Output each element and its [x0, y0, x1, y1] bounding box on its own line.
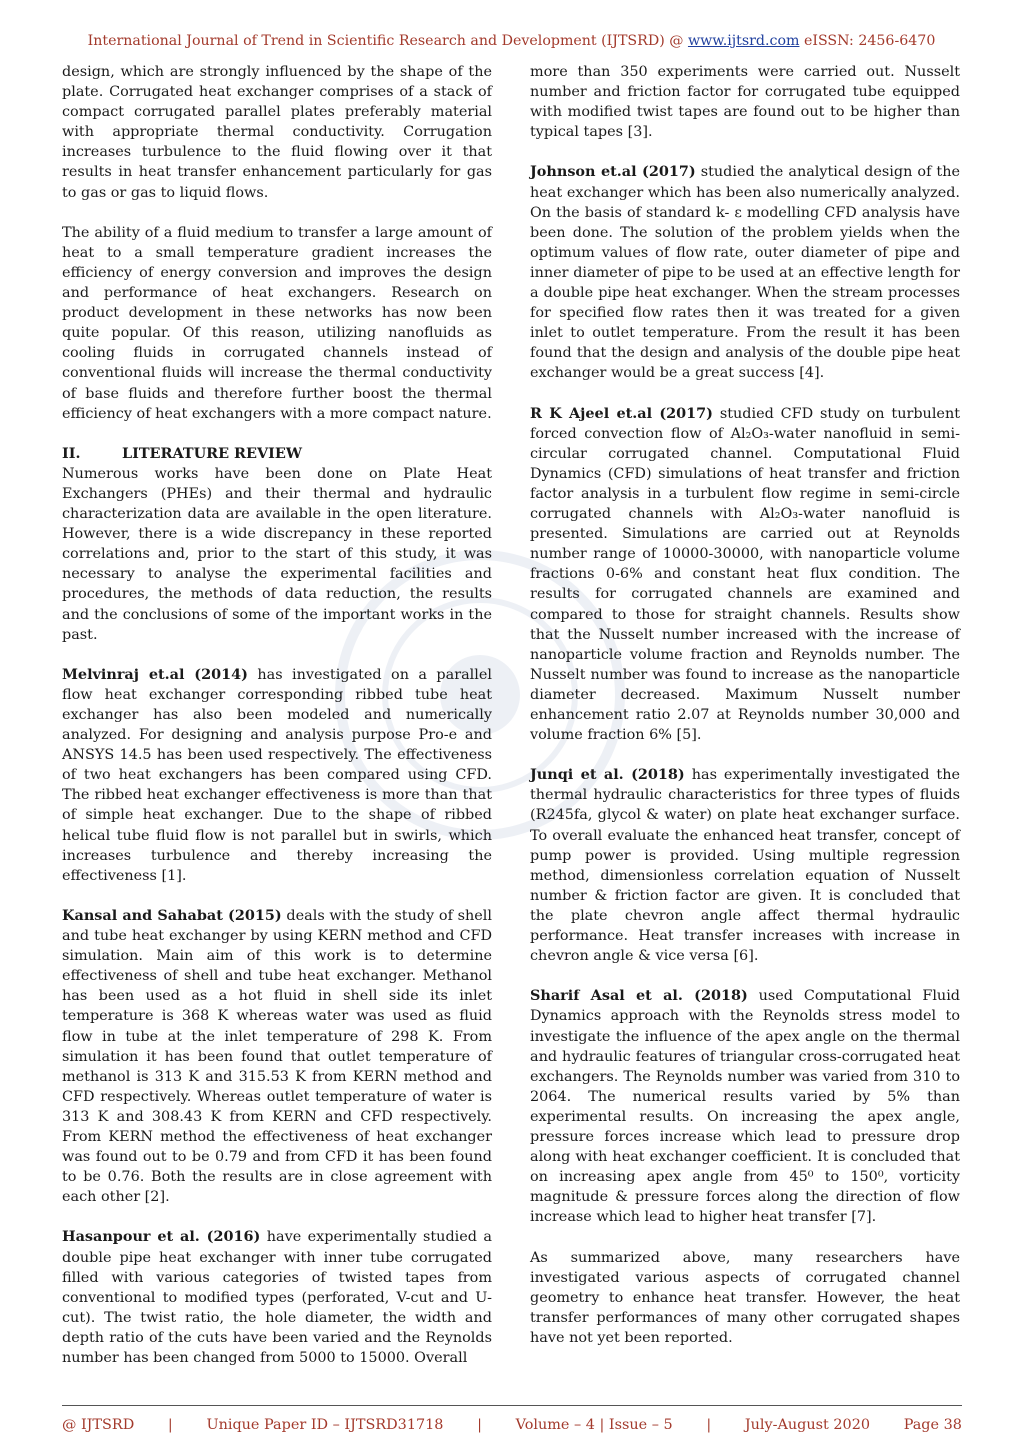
- paragraph: [530, 986, 960, 1227]
- paragraph-text: deals with the study of shell and tube heat exchanger by using KERN method and CFD simulation. Main aim of this work is to determine effectiveness of shell and tube heat exchanger. Methanol has been used as a hot fluid in shell side its inlet temperature is 368 K whereas water was used as fluid flow in tube at the inlet temperature of 298 K. From simulation it has been found that outlet temperature of methanol is 313 K and 315.53 K from KERN method and CFD respectively. Whereas outlet temperature of water is 313 K and 308.43 K from KERN and CFD respectively. From KERN method the effectiveness of heat exchanger was found out to be 0.79 and from CFD it has been found to be 0.76. Both the results are in close agreement with each other [2].: [62, 907, 492, 1206]
- paragraph: design, which are strongly influenced by the shape of the plate. Corrugated heat exchanger comprises of a stack of compact corrugated parallel plates preferably material with appropriate thermal conductivity. Corrugation increases turbulence to the fluid flowing over it that results in heat transfer enhancement particularly for gas to gas or gas to liquid flows.: [62, 64, 492, 201]
- section-title: LITERATURE REVIEW: [122, 444, 303, 462]
- page-footer: [62, 1417, 962, 1433]
- footer-separator: |: [477, 1417, 482, 1433]
- citation-author: Sharif Asal et al. (2018): [530, 987, 748, 1005]
- journal-url-link[interactable]: www.ijtsrd.com: [687, 33, 800, 49]
- paragraph-text: used Computational Fluid Dynamics approach with the Reynolds stress model to investigate the influence of the apex angle on the thermal and hydraulic features of triangular cross-corrugated heat exchangers. The Reynolds number was varied from 310 to 2064. The numerical results varied by 5% than experimental results. On increasing the apex angle, pressure forces increase which lead to pressure drop along with heat exchanger coefficient. It is concluded that on increasing apex angle from 45⁰ to 150⁰, vorticity magnitude & pressure forces along the direction of flow increase which lead to higher heat transfer [7].: [530, 988, 961, 1226]
- right-column: [530, 62, 960, 1348]
- paragraph: [530, 765, 960, 966]
- paragraph: [62, 665, 492, 886]
- paragraph-text: has investigated on a parallel flow heat exchanger corresponding ribbed tube heat exchanger has also been modeled and numerically analyzed. For designing and analysis purpose Pro-e and ANSYS 14.5 has been used respectively. The effectiveness of two heat exchangers has been compared using CFD. The ribbed heat exchanger effectiveness is more than that of simple heat exchanger. Due to the shape of ribbed helical tube fluid flow is not parallel but in swirls, which increases turbulence and thereby increasing the effectiveness [1].: [62, 666, 492, 884]
- section-heading: [62, 444, 492, 464]
- section-number: II.: [62, 444, 81, 462]
- citation-author: Junqi et al. (2018): [530, 766, 685, 784]
- paragraph-text: has experimentally investigated the thermal hydraulic characteristics for three types of fluids (R245fa, glycol & water) on plate heat exchanger surface. To overall evaluate the enhanced heat transfer, concept of pump power is provided. Using multiple regression method, dimensionless correlation equation of Nusselt number & friction factor are given. It is concluded that the plate chevron angle affect thermal hydraulic performance. Heat transfer increases with increase in chevron angle & vice versa [6].: [530, 767, 960, 965]
- paragraph: [530, 162, 960, 383]
- footer-divider: [62, 1405, 962, 1406]
- paragraph: more than 350 experiments were carried out. Nusselt number and friction factor for corrugated tube equipped with modified twist tapes are found out to be higher than typical tapes [3].: [530, 64, 960, 141]
- journal-issn: eISSN: 2456-6470: [799, 33, 936, 49]
- citation-author: Melvinraj et.al (2014): [62, 665, 248, 683]
- footer-separator: |: [167, 1417, 173, 1433]
- citation-author: Kansal and Sahabat (2015): [62, 906, 282, 924]
- citation-author: R K Ajeel et.al (2017): [530, 404, 713, 422]
- citation-author: Johnson et.al (2017): [530, 163, 696, 181]
- footer-separator: |: [706, 1417, 712, 1433]
- footer-volume: Volume – 4 | Issue – 5: [515, 1417, 673, 1433]
- paragraph: [62, 1227, 492, 1368]
- left-column: [62, 62, 492, 1368]
- journal-header: [0, 33, 1023, 49]
- paragraph: The ability of a fluid medium to transfer a large amount of heat to a small temperature gradient increases the efficiency of energy conversion and improves the design and performance of heat exchangers. Research on product development in these networks has now been quite popular. Of this reason, utilizing nanofluids as cooling fluids in corrugated channels instead of conventional fluids will increase the thermal conductivity of base fluids and therefore further boost the thermal efficiency of heat exchangers with a more compact nature.: [62, 224, 492, 422]
- paragraph-text: studied CFD study on turbulent forced convection flow of Al₂O₃-water nanofluid in semi-circular corrugated channel. Computational Fluid Dynamics (CFD) simulations of heat transfer and friction factor analysis in a turbulent flow regime in semi-circle corrugated channels with Al₂O₃-water nanofluid is presented. Simulations are carried out at Reynolds number range of 10000-30000, with nanoparticle volume fractions 0-6% and constant heat flux condition. The results for corrugated channels are examined and compared to those for straight channels. Results show that the Nusselt number increased with the increase of nanoparticle volume fraction and Reynolds number. The Nusselt number was found to increase as the nanoparticle diameter decreased. Maximum Nusselt number enhancement ratio 2.07 at Reynolds number 30,000 and volume fraction 6% [5].: [530, 405, 960, 744]
- paragraph: As summarized above, many researchers have investigated various aspects of corrugated channel geometry to enhance heat transfer. However, the heat transfer performances of many other corrugated shapes have not yet been reported.: [530, 1249, 960, 1346]
- footer-date: July-August 2020: [744, 1417, 871, 1433]
- paragraph-text: have experimentally studied a double pipe heat exchanger with inner tube corrugated filled with various categories of twisted tapes from conventional to modified types (perforated, V-cut and U-cut). The twist ratio, the hole diameter, the width and depth ratio of the cuts have been varied and the Reynolds number has been changed from 5000 to 15000. Overall: [62, 1229, 492, 1366]
- paragraph: [62, 906, 492, 1207]
- citation-author: Hasanpour et al. (2016): [62, 1228, 261, 1246]
- paragraph: Numerous works have been done on Plate Heat Exchangers (PHEs) and their thermal and hydraulic characterization data are available in the open literature. However, there is a wide discrepancy in these reported correlations and, prior to the start of this study, it was necessary to analyse the experimental facilities and procedures, the methods of data reduction, the results and the conclusions of some of the important works in the past.: [62, 465, 492, 643]
- footer-paper-id: Unique Paper ID – IJTSRD31718: [206, 1417, 444, 1433]
- footer-journal: @ IJTSRD: [62, 1417, 135, 1433]
- footer-page-number: Page 38: [903, 1417, 962, 1433]
- journal-name: International Journal of Trend in Scientific Research and Development (IJTSRD) @: [87, 33, 688, 49]
- paragraph-text: studied the analytical design of the heat exchanger which has been also numerically analyzed. On the basis of standard k- ε modelling CFD analysis have been done. The solution of the problem yields when the optimum values of flow rate, outer diameter of pipe and inner diameter of pipe to be used at an effective length for a double pipe heat exchanger. When the stream processes for specified flow rates then it was treated for a given inlet to outlet temperature. From the result it has been found that the design and analysis of the double pipe heat exchanger would be a great success [4].: [530, 164, 960, 382]
- paragraph: [530, 404, 960, 746]
